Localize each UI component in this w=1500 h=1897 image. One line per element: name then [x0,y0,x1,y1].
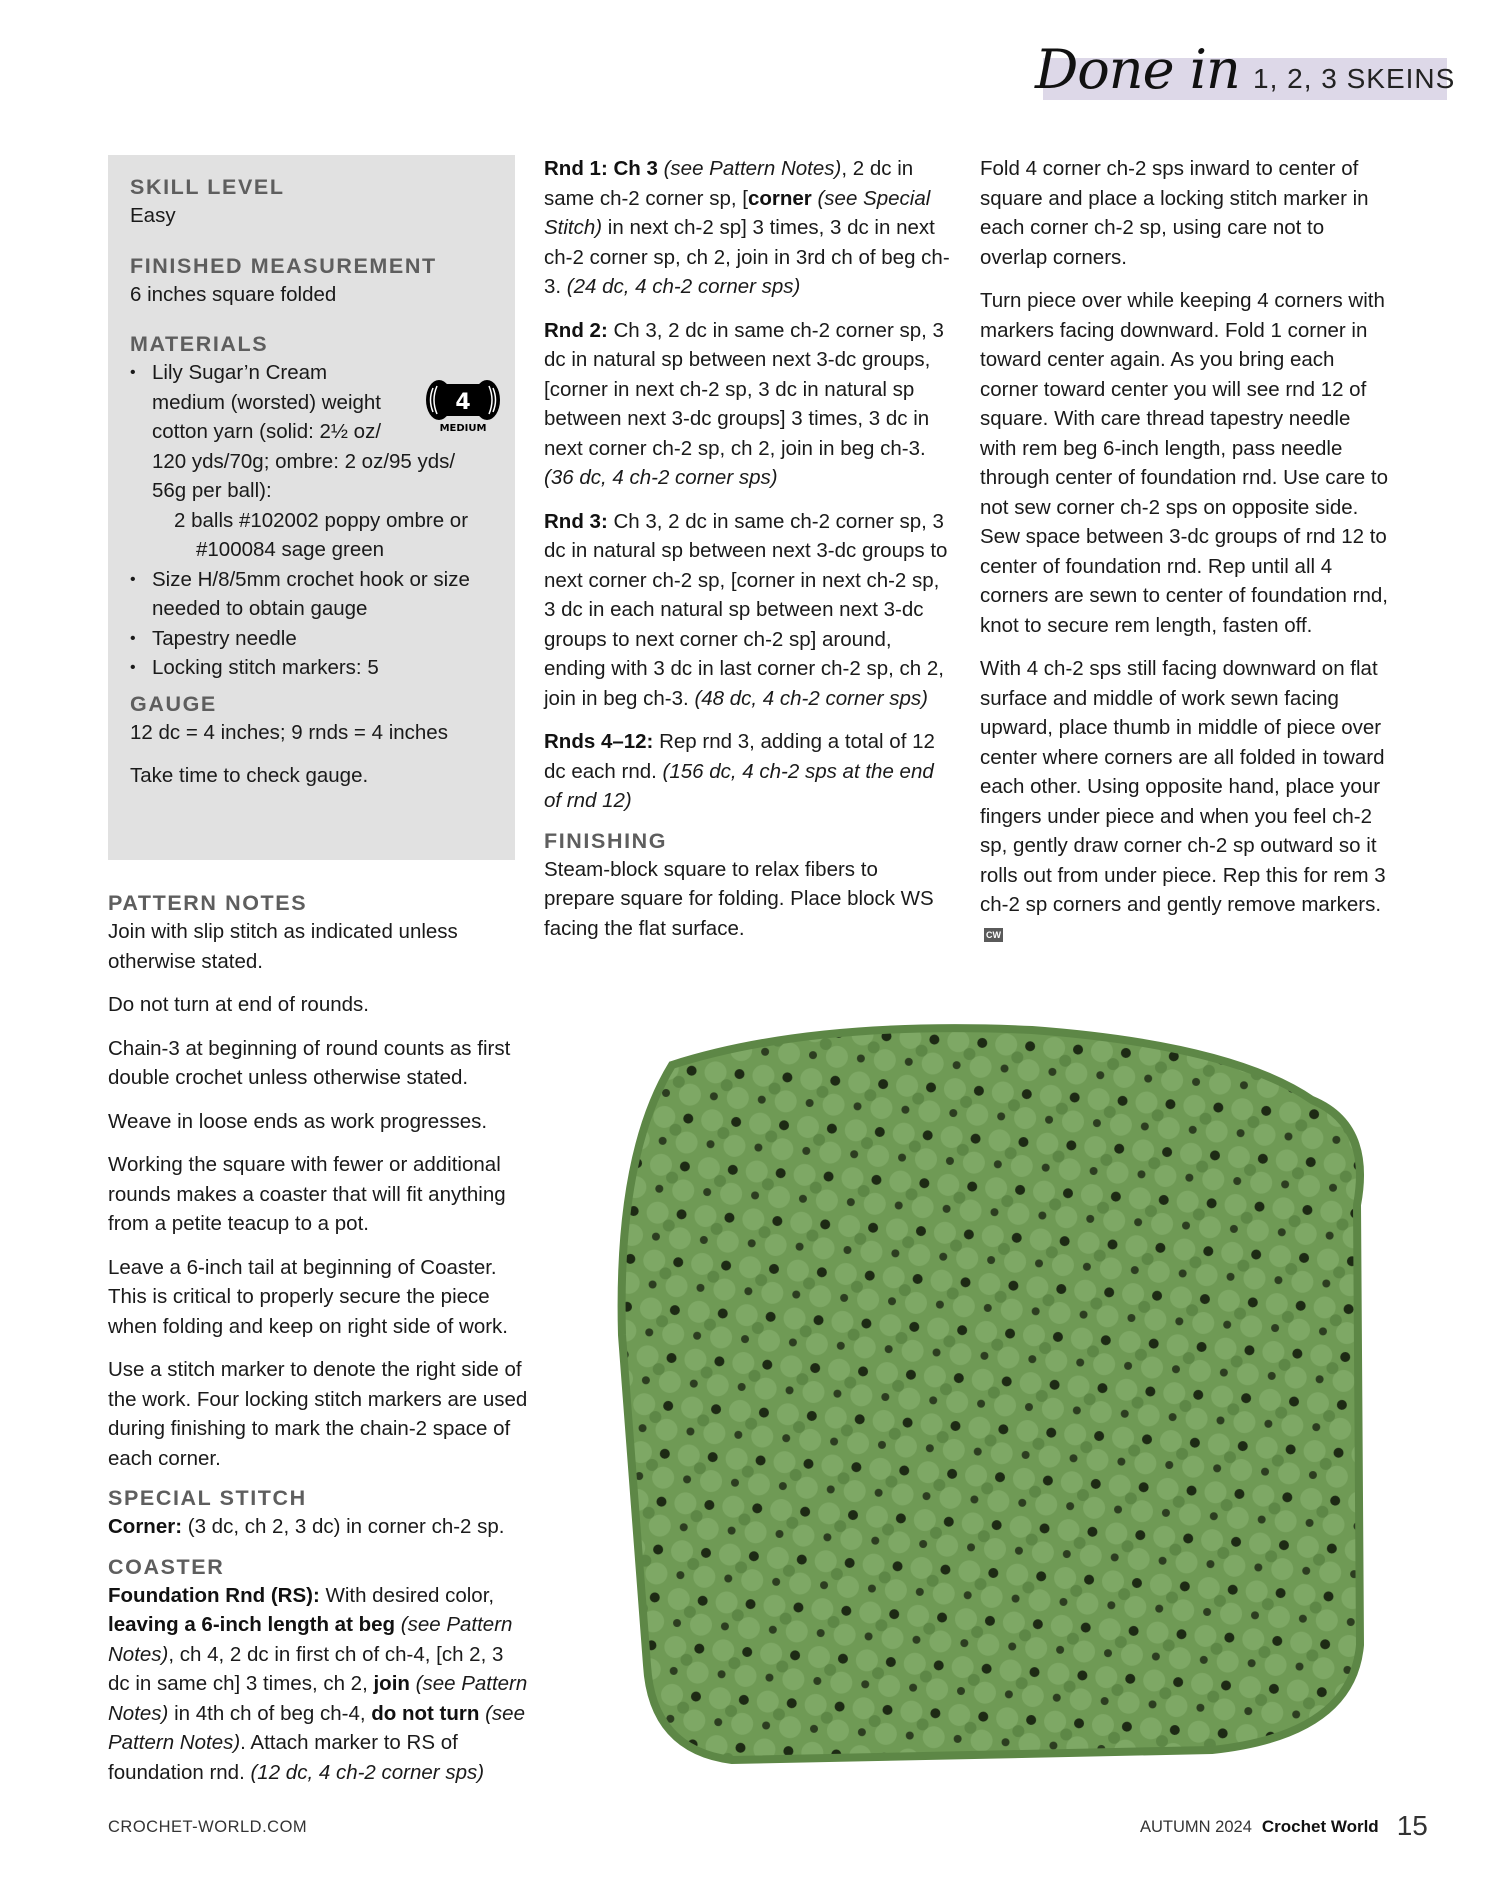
t: Rep rnd 3, adding a total of 12 dc each rnd. [544,730,935,783]
end-mark-icon: CW [986,929,1001,940]
label: Rnd 1: Ch 3 [544,157,658,180]
special-stitch-corner [108,1512,528,1542]
sidebar-content [130,174,510,791]
rnd-2 [544,316,954,493]
finishing-para [980,654,1390,949]
b: join [373,1672,410,1695]
issue: AUTUMN 2024 [1140,1818,1252,1836]
materials-item-needle: • Tapestry needle [130,624,510,654]
yarn-line: medium (worsted) weight [152,390,381,414]
finishing-para: Fold 4 corner ch-2 sps inward to center of square and place a locking stitch marker in each corner ch-2 sp, using care not to overlap corners. [980,157,1369,269]
materials-item-hook: • Size H/8/5mm crochet hook or size needed to obtain gauge [130,565,510,624]
materials-item-markers: • Locking stitch markers: 5 [130,653,510,683]
term: Corner: [108,1515,183,1538]
gauge-heading: GAUGE [130,691,217,716]
pattern-note: Use a stitch marker to denote the right side of the work. Four locking stitch markers are used during finishing to mark the chain-2 space of each corner. [108,1358,528,1470]
yarn-quantity: 2 balls #102002 poppy ombre or [174,508,469,532]
magazine-name: Crochet World [1261,1817,1379,1836]
label: Rnd 3: [544,509,608,533]
footer-website: CROCHET-WORLD.COM [108,1818,308,1836]
yarn-line: cotton yarn (solid: 2½ oz/ [152,420,382,443]
pattern-note: Weave in loose ends as work progresses. [108,1109,488,1133]
rnds-4-12 [544,727,954,816]
header-skeins: 1, 2, 3 SKEINS [1253,63,1456,94]
b: do not turn [371,1701,480,1725]
rnd-1 [544,154,954,302]
count: (24 dc, 4 ch-2 corner sps) [566,275,801,298]
count: (36 dc, 4 ch-2 corner sps) [544,466,778,489]
finishing-para: Steam-block square to relax fibers to prepare square for folding. Place block WS facing the flat surface. [544,857,934,940]
coaster-photo [612,1005,1380,1765]
t: Ch 3, 2 dc in same ch-2 corner sp, 3 dc in natural sp between next 3-dc groups to next corner ch-2 sp, [corner in next ch-2 sp, 3 dc in each natural sp between next 3-dc groups to next corner ch-2 sp] around, ending with 3 dc in last corner ch-2 sp, ch 2, join in beg ch-3. [544,509,948,710]
pattern-note: Do not turn at end of rounds. [108,993,369,1016]
pattern-notes-heading: PATTERN NOTES [108,891,308,915]
i: (see Pattern Notes) [108,1613,513,1666]
i: (see Pattern Notes) [108,1672,528,1725]
page-number: 15 [1396,1810,1428,1841]
t: , 2 dc in same ch-2 corner sp, [ [544,157,914,210]
coaster-heading: COASTER [108,1554,225,1579]
yarn-weight-medium-icon [425,378,501,438]
b: corner [747,186,812,210]
footer-issue-info [1140,1810,1428,1842]
pattern-note: Working the square with fewer or additional rounds makes a coaster that will fit anything from a petite teacup to a pot. [108,1153,506,1235]
yarn-color: #100084 sage green [196,538,385,561]
count: (12 dc, 4 ch-2 corner sps) [250,1760,485,1784]
i: (see Special Stitch) [544,186,931,239]
pattern-note: Leave a 6-inch tail at beginning of Coaster. This is critical to properly secure the piece when folding and keep on right side of work. [108,1255,509,1338]
label: Rnd 2: [544,318,608,342]
yarn-line: 120 yds/70g; ombre: 2 oz/95 yds/ [152,449,456,473]
gauge-note: Take time to check gauge. [130,764,369,787]
i: (see Pattern Notes) [657,157,842,180]
i: (see Pattern Notes) [108,1701,525,1754]
t: With desired color, [319,1583,495,1607]
svg-text:MEDIUM: MEDIUM [439,423,487,434]
finished-measurement-heading: FINISHED MEASUREMENT [130,253,437,278]
t: , ch 4, 2 dc in first ch of ch-4, [ch 2, 3 dc in same ch] 3 times, ch 2, [108,1642,504,1695]
gauge-value: 12 dc = 4 inches; 9 rnds = 4 inches [130,720,448,744]
yarn-line: 56g per ball): [152,479,272,502]
count: (156 dc, 4 ch-2 sps at the end of rnd 12) [544,759,934,812]
foundation-rnd [108,1581,528,1788]
right-column [980,154,1390,949]
t: Ch 3, 2 dc in same ch-2 corner sp, 3 dc in natural sp between next 3-dc groups, [corner in next ch-2 sp, 3 dc in natural sp between next 3-dc groups] 3 times, 3 dc in next corner ch-2 sp, ch 2, join in beg ch-3. [544,318,944,460]
pattern-note: Join with slip stitch as indicated unless otherwise stated. [108,920,458,973]
svg-text:4: 4 [455,390,471,415]
b: leaving a 6-inch length at beg [108,1613,396,1636]
left-column [108,890,528,1787]
rnd-3 [544,507,954,714]
materials-heading: MATERIALS [130,332,269,356]
finishing-para: Turn piece over while keeping 4 corners with markers facing downward. Fold 1 corner in toward center again. As you bring each corner toward center you will see rnd 12 of square. With care thread tapestry needle with rem beg 6-inch length, pass needle through center of foundation rnd. Use care to not sew corner ch-2 sps on opposite side. Sew space between 3-dc groups of rnd 12 to center of foundation rnd. Rep until all 4 corners are sewn to center of foundation rnd, knot to secure rem length, fasten off. [980,289,1388,637]
special-stitch-heading: SPECIAL STITCH [108,1486,307,1510]
t: With 4 ch-2 sps still facing downward on flat surface and middle of work sewn facing upward, place thumb in middle of piece over center where corners are all folded in toward each other. Using opposite hand, place your fingers under piece and when you feel ch-2 sp, gently draw corner ch-2 sp outward so it rolls out from under piece. Rep this for rem 3 ch-2 sp corners and gently remove markers. [980,657,1386,916]
label: Foundation Rnd (RS): [108,1583,320,1607]
count: (48 dc, 4 ch-2 corner sps) [694,686,929,710]
middle-column [544,154,954,943]
pattern-note: Chain-3 at beginning of round counts as first double crochet unless otherwise stated. [108,1036,511,1089]
skill-level-value: Easy [130,204,176,227]
yarn-line: • Lily Sugar’n Cream [152,361,328,384]
label: Rnds 4–12: [544,730,654,753]
t: in next ch-2 sp] 3 times, 3 dc in next ch-2 corner sp, ch 2, join in 3rd ch of beg ch-3. [544,216,950,298]
t: in 4th ch of beg ch-4, [168,1701,372,1725]
header-script-title: Done in [1035,38,1240,101]
finishing-heading: FINISHING [544,828,668,853]
definition: (3 dc, ch 2, 3 dc) in corner ch-2 sp. [182,1515,505,1538]
t: . Attach marker to RS of foundation rnd. [108,1731,458,1784]
skill-level-heading: SKILL LEVEL [130,175,285,199]
finished-measurement-value: 6 inches square folded [130,282,337,306]
